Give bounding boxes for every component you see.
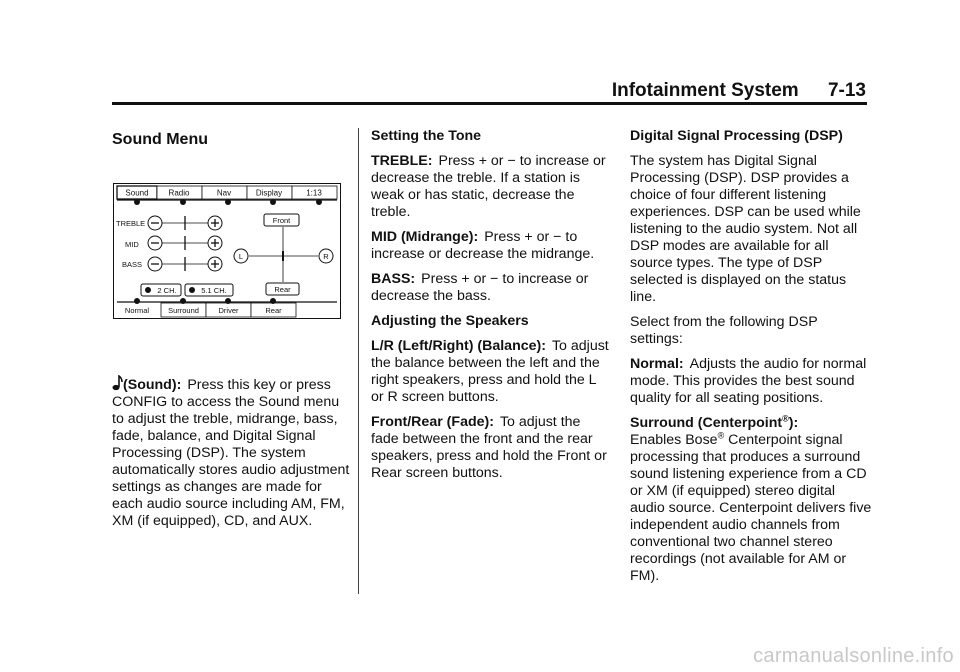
figure-tab-display: Display bbox=[255, 188, 283, 198]
rear-button-label: Rear bbox=[274, 285, 291, 294]
column-3 bbox=[630, 128, 872, 593]
normal-term: Normal: bbox=[630, 356, 684, 372]
surround-paragraph bbox=[630, 415, 872, 585]
fade-paragraph bbox=[371, 414, 609, 482]
dsp-rear-label: Rear bbox=[265, 306, 282, 315]
five-one-channel-label: 5.1 CH. bbox=[201, 286, 227, 295]
bass-text: Press + or − to increase or decrease the bass. bbox=[371, 271, 589, 304]
treble-text: Press + or − to increase or decrease the treble. If a station is weak or has static, decrease the treble. bbox=[371, 153, 606, 220]
dsp-driver-label: Driver bbox=[218, 306, 239, 315]
treble-term: TREBLE: bbox=[371, 153, 433, 169]
normal-text: Adjusts the audio for normal mode. This provides the best sound quality for all seating positions. bbox=[630, 356, 867, 406]
sound-menu-figure bbox=[113, 183, 341, 319]
surround-term bbox=[630, 415, 798, 431]
column-1 bbox=[112, 128, 352, 148]
channel-buttons bbox=[141, 284, 233, 296]
dsp-surround-label: Surround bbox=[168, 306, 199, 315]
balance-term: L/R (Left/Right) (Balance): bbox=[371, 338, 546, 354]
treble-label: TREBLE bbox=[116, 219, 146, 228]
mid-text: Press + or − to increase or decrease the midrange. bbox=[371, 229, 595, 262]
dsp-normal-label: Normal bbox=[124, 306, 150, 315]
column-2 bbox=[371, 128, 609, 490]
sound-text: Press this key or press CONFIG to access the Sound menu to adjust the treble, midrange, bass, fade, balance, and Digital Signal Processing (DSP). The system automatically stores audio adjustment settings as changes are made for each audio source including AM, FM, XM (if equipped), CD, and AUX. bbox=[112, 377, 350, 529]
mid-label: MID bbox=[125, 240, 139, 249]
fade-term: Front/Rear (Fade): bbox=[371, 414, 494, 430]
bass-term: BASS: bbox=[371, 271, 416, 287]
header-page-number: 7-13 bbox=[827, 80, 866, 101]
mid-paragraph bbox=[371, 229, 609, 263]
treble-paragraph bbox=[371, 153, 609, 221]
front-button-label: Front bbox=[272, 216, 291, 225]
figure-tab-nav: Nav bbox=[216, 188, 232, 198]
sound-term: (Sound): bbox=[123, 377, 182, 393]
sound-key-description bbox=[112, 375, 352, 538]
heading-setting-the-tone: Setting the Tone bbox=[371, 128, 482, 144]
figure-tab-clock: 1:13 bbox=[306, 188, 322, 198]
mid-term: MID (Midrange): bbox=[371, 229, 479, 245]
bass-label: BASS bbox=[122, 260, 143, 269]
surround-term-part-a: Surround (Centerpoint bbox=[630, 415, 783, 431]
header-rule bbox=[112, 102, 867, 105]
two-channel-label: 2 CH. bbox=[157, 286, 177, 295]
column-divider bbox=[358, 128, 359, 594]
surround-term-part-b: ): bbox=[788, 415, 799, 431]
registered-mark-bose: ® bbox=[717, 430, 725, 441]
balance-paragraph bbox=[371, 338, 609, 406]
registered-mark: ® bbox=[782, 413, 789, 424]
balance-text: To adjust the balance between the left and the right speakers, press and hold the L or R screen buttons. bbox=[371, 338, 609, 405]
header-section-title: Infotainment System bbox=[611, 80, 799, 101]
right-button-label: R bbox=[323, 252, 329, 261]
section-title-sound-menu: Sound Menu bbox=[112, 131, 208, 148]
sound-paragraph bbox=[112, 375, 352, 530]
heading-adjusting-speakers: Adjusting the Speakers bbox=[371, 313, 529, 329]
surround-text-b: Centerpoint signal processing that produces a surround sound listening experience from a CD or XM (if equipped) stereo digital audio source. Centerpoint delivers five independent audio channels from conventional two channel stereo recordings (not available for AM or FM). bbox=[630, 432, 872, 584]
watermark: carmanualsonline.info bbox=[753, 645, 954, 667]
normal-paragraph bbox=[630, 356, 872, 407]
heading-dsp: Digital Signal Processing (DSP) bbox=[630, 128, 843, 144]
figure-tab-sound: Sound bbox=[125, 188, 149, 198]
select-paragraph: Select from the following DSP settings: bbox=[630, 314, 818, 347]
page-header bbox=[612, 80, 866, 102]
figure-tab-radio: Radio bbox=[168, 188, 190, 198]
bass-paragraph bbox=[371, 271, 609, 305]
left-button-label: L bbox=[238, 252, 244, 261]
dsp-paragraph: The system has Digital Signal Processing (DSP). DSP provides a choice of four different listening experiences. DSP can be used while listening to the audio system. Not all DSP modes are available for all source types. The type of DSP selected is displayed on the status line. bbox=[630, 153, 861, 305]
surround-text-a: Enables Bose bbox=[630, 432, 718, 448]
music-note-icon bbox=[112, 375, 123, 391]
fade-text: To adjust the fade between the front and the rear speakers, press and hold the Front or Rear screen buttons. bbox=[371, 414, 607, 481]
